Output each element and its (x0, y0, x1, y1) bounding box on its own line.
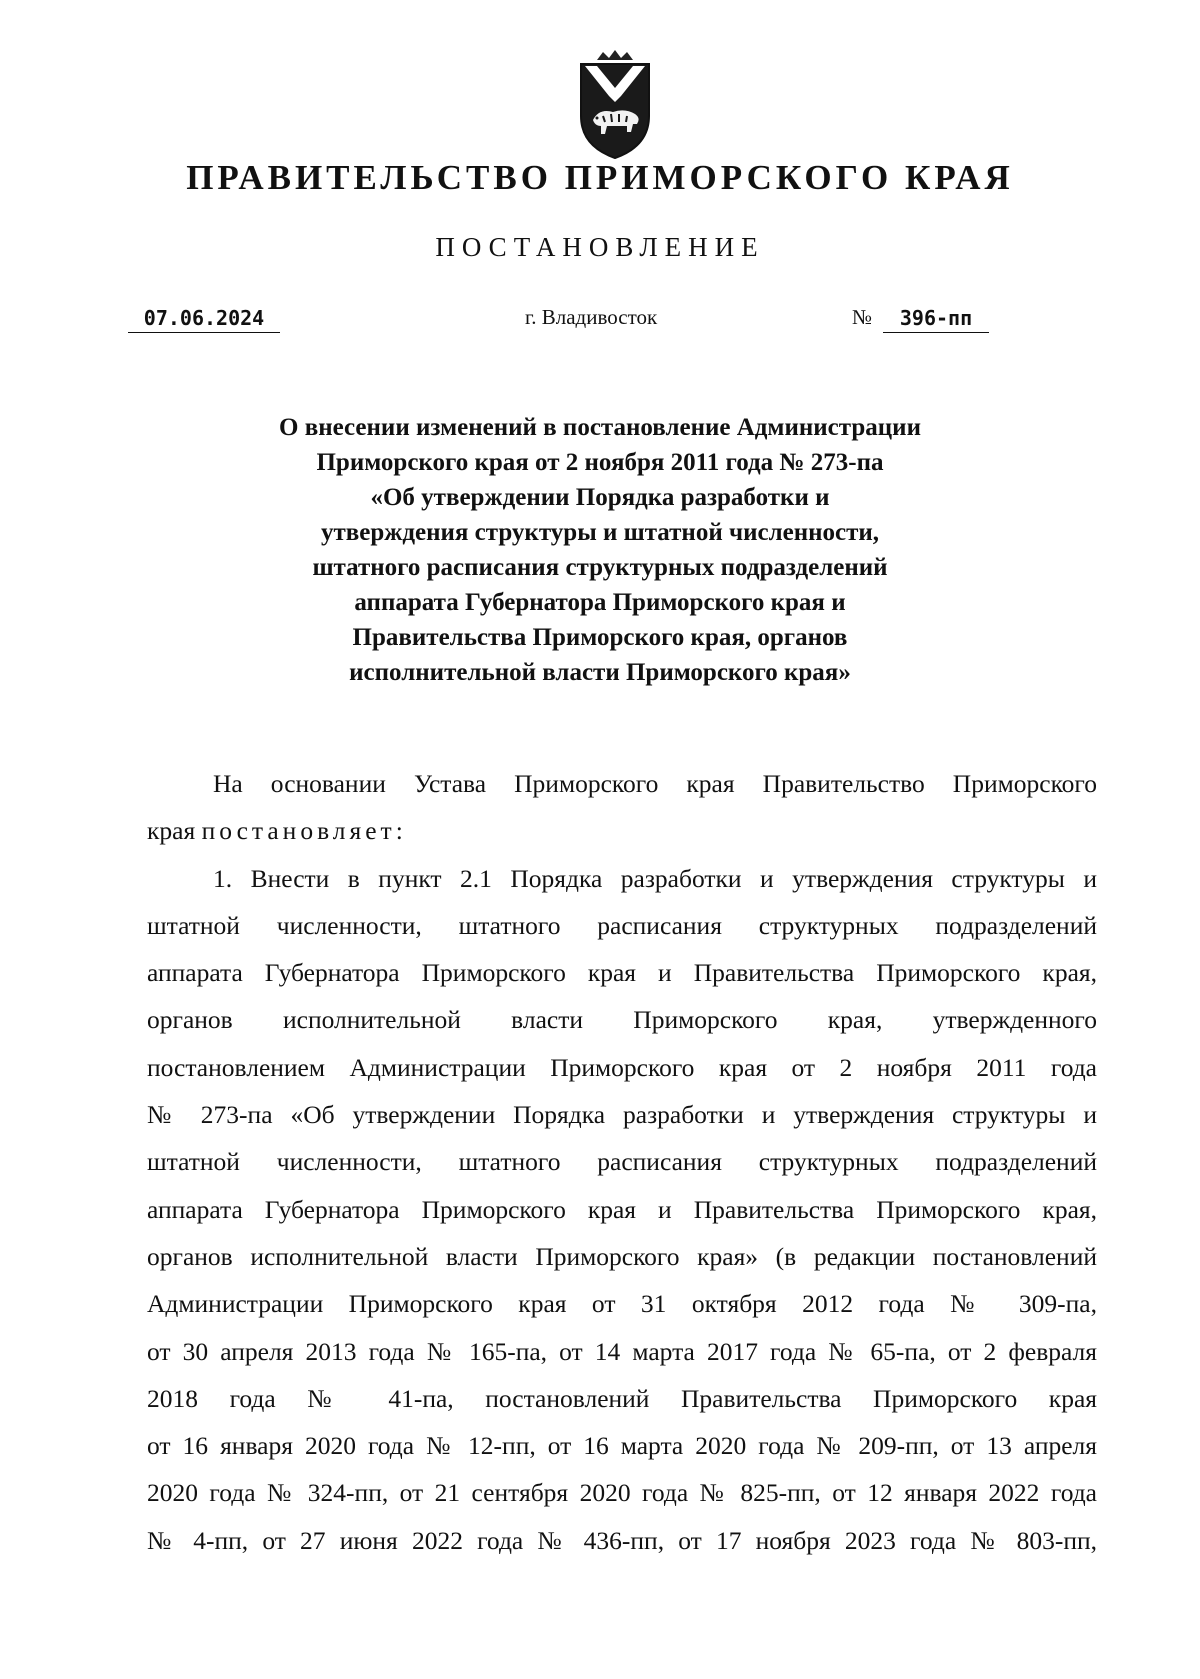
coat-of-arms-icon (567, 50, 663, 160)
document-city: г. Владивосток (525, 305, 658, 329)
body-line: от 30 апреля 2013 года № 165-па, от 14 марта 2017 года № 65-па, от 2 февраля (147, 1336, 1097, 1366)
title-line: Правительства Приморского края, органов (352, 624, 848, 651)
body-line: штатной численности, штатного расписания структурных подразделений (147, 910, 1097, 940)
preamble-prefix: края (147, 816, 202, 846)
document-type: ПОСТАНОВЛЕНИЕ (435, 232, 765, 262)
title-line: штатного расписания структурных подразделений (312, 554, 888, 581)
body-line: № 4-пп, от 27 июня 2022 года № 436-пп, от 17 ноября 2023 года № 803-пп, (147, 1525, 1097, 1555)
title-line: «Об утверждении Порядка разработки и (370, 484, 830, 511)
body-line: 2018 года № 41-па, постановлений Правительства Приморского края (147, 1383, 1097, 1413)
body-line: 1. Внести в пункт 2.1 Порядка разработки и утверждения структуры и (213, 863, 1097, 893)
body-line: 2020 года № 324-пп, от 21 сентября 2020 года № 825-пп, от 12 января 2022 года (147, 1478, 1097, 1508)
preamble-line (147, 807, 1097, 854)
title-line: утверждения структуры и штатной численности, (320, 519, 880, 546)
body-line: аппарата Губернатора Приморского края и Правительства Приморского края, (147, 958, 1097, 988)
document-body (147, 760, 1097, 1564)
title-line: аппарата Губернатора Приморского края и (354, 589, 846, 616)
body-line: № 273-па «Об утверждении Порядка разработки и утверждения структуры и (147, 1100, 1097, 1130)
preamble-line: На основании Устава Приморского края Правительство Приморского (213, 769, 1097, 798)
body-line: Администрации Приморского края от 31 октября 2012 года № 309-па, (147, 1289, 1097, 1319)
document-date: 07.06.2024 (128, 306, 280, 333)
title-line: Приморского края от 2 ноября 2011 года № 273-па (316, 449, 884, 476)
preamble-verb: постановляет: (201, 816, 407, 846)
title-line: О внесении изменений в постановление Администрации (279, 414, 921, 441)
body-line: от 16 января 2020 года № 12-пп, от 16 марта 2020 года № 209-пп, от 13 апреля (147, 1431, 1097, 1461)
organization-title: ПРАВИТЕЛЬСТВО ПРИМОРСКОГО КРАЯ (186, 158, 1014, 197)
body-line: органов исполнительной власти Приморского края, утвержденного (147, 1005, 1097, 1035)
number-sign: № (852, 305, 873, 329)
body-line: органов исполнительной власти Приморского края» (в редакции постановлений (147, 1241, 1097, 1271)
body-line: аппарата Губернатора Приморского края и Правительства Приморского края, (147, 1194, 1097, 1224)
document-number: 396-пп (883, 306, 989, 333)
body-line: постановлением Администрации Приморского края от 2 ноября 2011 года (147, 1052, 1097, 1082)
title-line: исполнительной власти Приморского края» (349, 659, 851, 686)
document-title (150, 410, 1050, 690)
body-line: штатной численности, штатного расписания структурных подразделений (147, 1147, 1097, 1177)
